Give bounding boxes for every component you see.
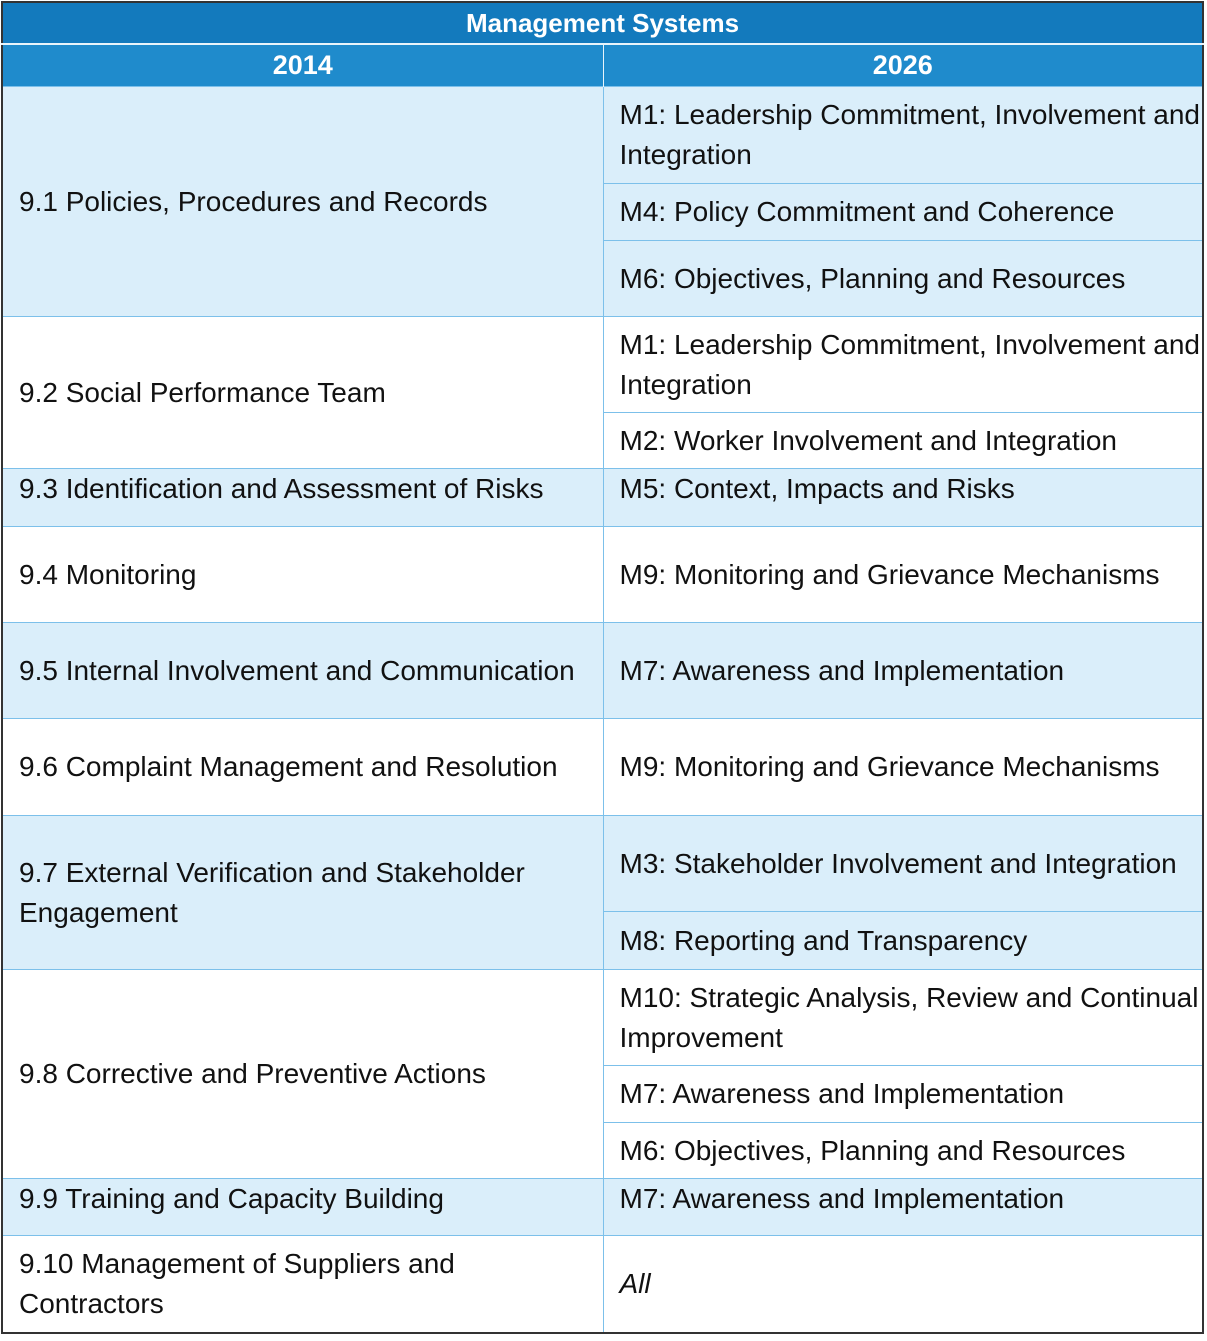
row-9-1-label: 9.1 Policies, Procedures and Records [2, 87, 603, 317]
row-9-3-label: 9.3 Identification and Assessment of Risks [2, 469, 603, 527]
column-header-2014: 2014 [2, 44, 603, 87]
row-9-4-label: 9.4 Monitoring [2, 527, 603, 623]
mapping-cell: M7: Awareness and Implementation [603, 623, 1203, 719]
row-9-8-label: 9.8 Corrective and Preventive Actions [2, 970, 603, 1179]
mapping-cell: M3: Stakeholder Involvement and Integration [603, 816, 1203, 912]
row-9-7-label: 9.7 External Verification and Stakeholder Engagement [2, 816, 603, 970]
mapping-cell: M9: Monitoring and Grievance Mechanisms [603, 527, 1203, 623]
mapping-cell: M8: Reporting and Transparency [603, 912, 1203, 970]
table-row [2, 527, 1203, 623]
table-row [2, 1179, 1203, 1236]
mapping-cell: M6: Objectives, Planning and Resources [603, 1123, 1203, 1179]
table-row [2, 87, 1203, 184]
table-row [2, 317, 1203, 413]
table-row [2, 970, 1203, 1066]
table-row [2, 1236, 1203, 1333]
mapping-cell: M10: Strategic Analysis, Review and Continual Improvement [603, 970, 1203, 1066]
row-9-5-label: 9.5 Internal Involvement and Communication [2, 623, 603, 719]
column-header-2026: 2026 [603, 44, 1203, 87]
mapping-cell: M6: Objectives, Planning and Resources [603, 241, 1203, 317]
table-row [2, 719, 1203, 816]
mapping-cell: M5: Context, Impacts and Risks [603, 469, 1203, 527]
table-row [2, 816, 1203, 912]
mapping-cell: M7: Awareness and Implementation [603, 1179, 1203, 1236]
table-row [2, 469, 1203, 527]
mapping-cell: M9: Monitoring and Grievance Mechanisms [603, 719, 1203, 816]
management-systems-table [1, 1, 1204, 1334]
mapping-cell: All [603, 1236, 1203, 1333]
mapping-cell: M4: Policy Commitment and Coherence [603, 184, 1203, 241]
row-9-9-label: 9.9 Training and Capacity Building [2, 1179, 603, 1236]
mapping-cell: M2: Worker Involvement and Integration [603, 413, 1203, 469]
mapping-cell: M1: Leadership Commitment, Involvement and Integration [603, 87, 1203, 184]
row-9-2-label: 9.2 Social Performance Team [2, 317, 603, 469]
row-9-6-label: 9.6 Complaint Management and Resolution [2, 719, 603, 816]
mapping-cell: M1: Leadership Commitment, Involvement and Integration [603, 317, 1203, 413]
mapping-cell: M7: Awareness and Implementation [603, 1066, 1203, 1123]
table-row [2, 623, 1203, 719]
table-title: Management Systems [2, 2, 1203, 44]
row-9-10-label: 9.10 Management of Suppliers and Contractors [2, 1236, 603, 1333]
